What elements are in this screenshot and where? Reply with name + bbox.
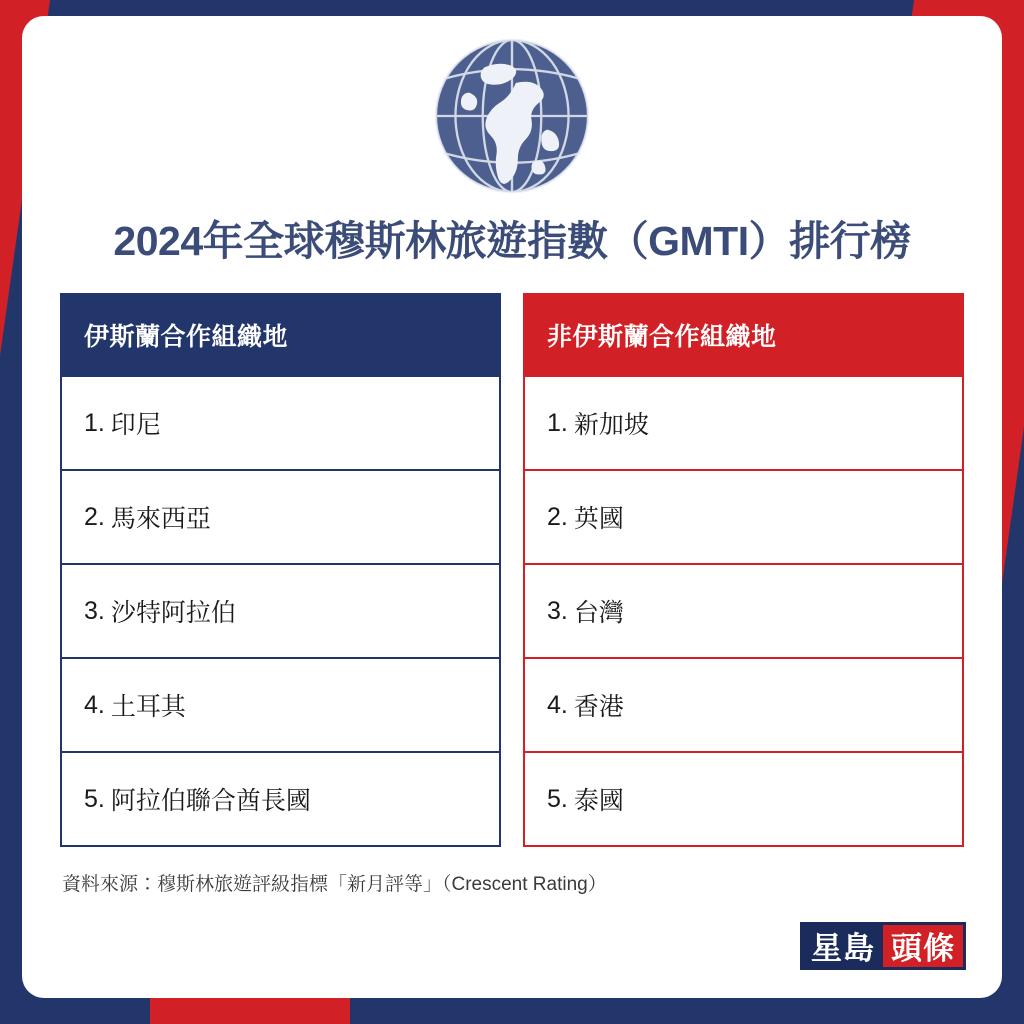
table-non-oic (523, 293, 964, 847)
rank-label: 沙特阿拉伯 (110, 599, 236, 627)
rank-number: 4. (547, 690, 568, 719)
rank-number: 1. (84, 408, 105, 437)
rank-label: 印尼 (110, 411, 161, 439)
globe-icon-wrap (22, 16, 1002, 194)
table-oic (60, 293, 501, 847)
table-row (62, 751, 499, 845)
table-row (525, 375, 962, 469)
rank-label: 泰國 (573, 787, 624, 815)
rank-label: 土耳其 (110, 693, 186, 721)
infographic-card (22, 16, 1002, 998)
page-title: 2024年全球穆斯林旅遊指數（GMTI）排行榜 (113, 218, 911, 264)
publisher-logo-part2: 頭條 (883, 925, 963, 967)
rank-label: 阿拉伯聯合酋長國 (110, 787, 311, 815)
ranking-tables (22, 267, 1002, 847)
rank-number: 4. (84, 690, 105, 719)
table-row (62, 563, 499, 657)
rank-number: 2. (84, 502, 105, 531)
rank-label: 馬來西亞 (110, 505, 211, 533)
table-row (525, 751, 962, 845)
rank-number: 2. (547, 502, 568, 531)
rank-number: 1. (547, 408, 568, 437)
rank-number: 3. (547, 596, 568, 625)
rank-label: 香港 (573, 693, 624, 721)
publisher-logo (800, 922, 966, 970)
table-row (62, 375, 499, 469)
rank-label: 新加坡 (573, 411, 649, 439)
publisher-logo-part1: 星島 (803, 925, 883, 967)
table-row (525, 657, 962, 751)
table-row (62, 657, 499, 751)
table-row (525, 469, 962, 563)
rank-number: 5. (547, 784, 568, 813)
table-oic-header: 伊斯蘭合作組織地 (62, 295, 499, 375)
globe-icon (434, 38, 590, 194)
rank-label: 台灣 (573, 599, 624, 627)
source-note: 資料來源：穆斯林旅遊評級指標「新月評等」（Crescent Rating） (62, 874, 607, 895)
table-row (525, 563, 962, 657)
table-non-oic-header: 非伊斯蘭合作組織地 (525, 295, 962, 375)
rank-number: 5. (84, 784, 105, 813)
rank-label: 英國 (573, 505, 624, 533)
table-row (62, 469, 499, 563)
rank-number: 3. (84, 596, 105, 625)
